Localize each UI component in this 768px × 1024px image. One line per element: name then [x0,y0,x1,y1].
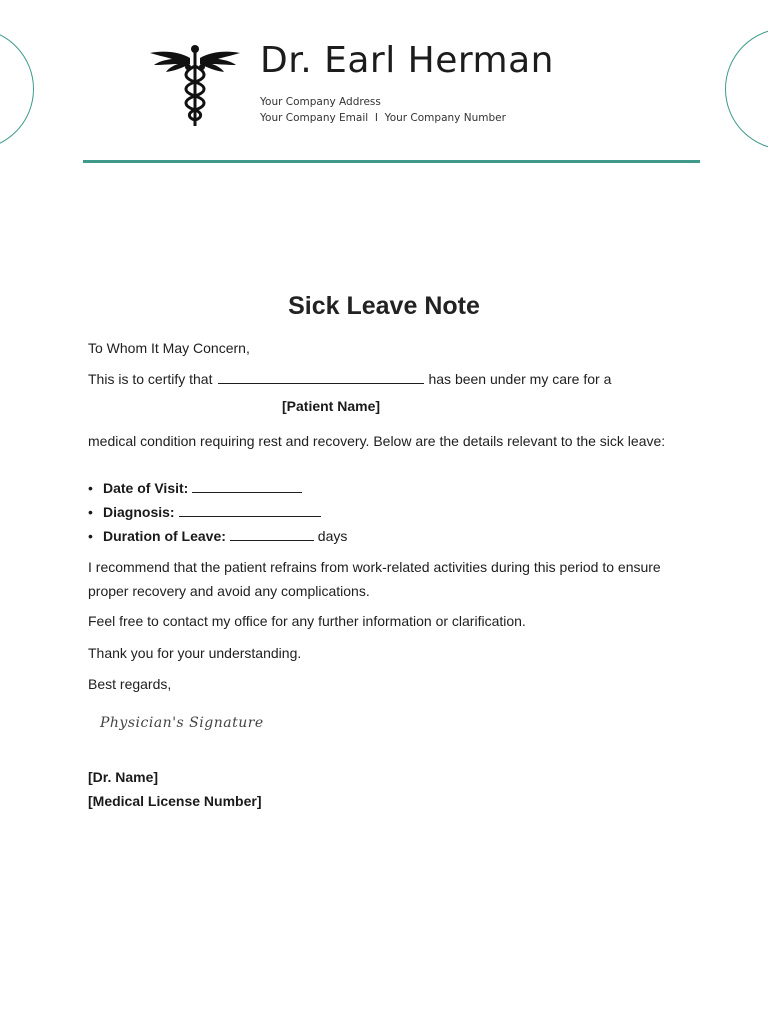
company-number: Your Company Number [384,112,506,124]
contact-separator: I [374,112,378,124]
thanks-line: Thank you for your understanding. [88,645,302,661]
company-email: Your Company Email [260,112,369,124]
duration-unit: days [317,528,348,544]
caduceus-icon [150,44,240,128]
certify-prefix: This is to certify that [88,371,213,387]
patient-name-blank[interactable] [218,369,424,384]
detail-label: Duration of Leave: [103,528,226,544]
physician-signature: Physician's Signature [100,715,264,731]
bullet-icon: • [88,480,93,496]
patient-name-label: [Patient Name] [282,398,381,414]
decorative-circle-right [725,28,768,150]
recommendation-paragraph: I recommend that the patient refrains from work-related activities during this period to ensure proper recovery and avoid any complications. [88,559,661,599]
license-number-placeholder: [Medical License Number] [88,793,262,809]
company-address: Your Company Address [260,96,381,108]
decorative-circle-left [0,28,34,150]
list-item [88,476,347,500]
document-title: Sick Leave Note [288,292,480,320]
list-item [88,500,347,524]
greeting: To Whom It May Concern, [88,340,250,356]
diagnosis-blank[interactable] [179,502,321,517]
duration-blank[interactable] [230,526,314,541]
header-divider [83,160,700,163]
certify-suffix: has been under my care for a [428,371,612,387]
contact-paragraph: Feel free to contact my office for any further information or clarification. [88,613,526,629]
closing-line: Best regards, [88,676,172,692]
detail-label: Date of Visit: [103,480,189,496]
bullet-icon: • [88,504,93,520]
detail-label: Diagnosis: [103,504,175,520]
condition-paragraph: medical condition requiring rest and recovery. Below are the details relevant to the sick leave: [88,433,666,449]
details-list [88,476,347,548]
certify-line [88,367,611,391]
doctor-name: Dr. Earl Herman [260,40,554,81]
company-contact-line [260,112,506,124]
list-item [88,524,347,548]
doctor-name-placeholder: [Dr. Name] [88,769,159,785]
bullet-icon: • [88,528,93,544]
date-of-visit-blank[interactable] [192,478,302,493]
